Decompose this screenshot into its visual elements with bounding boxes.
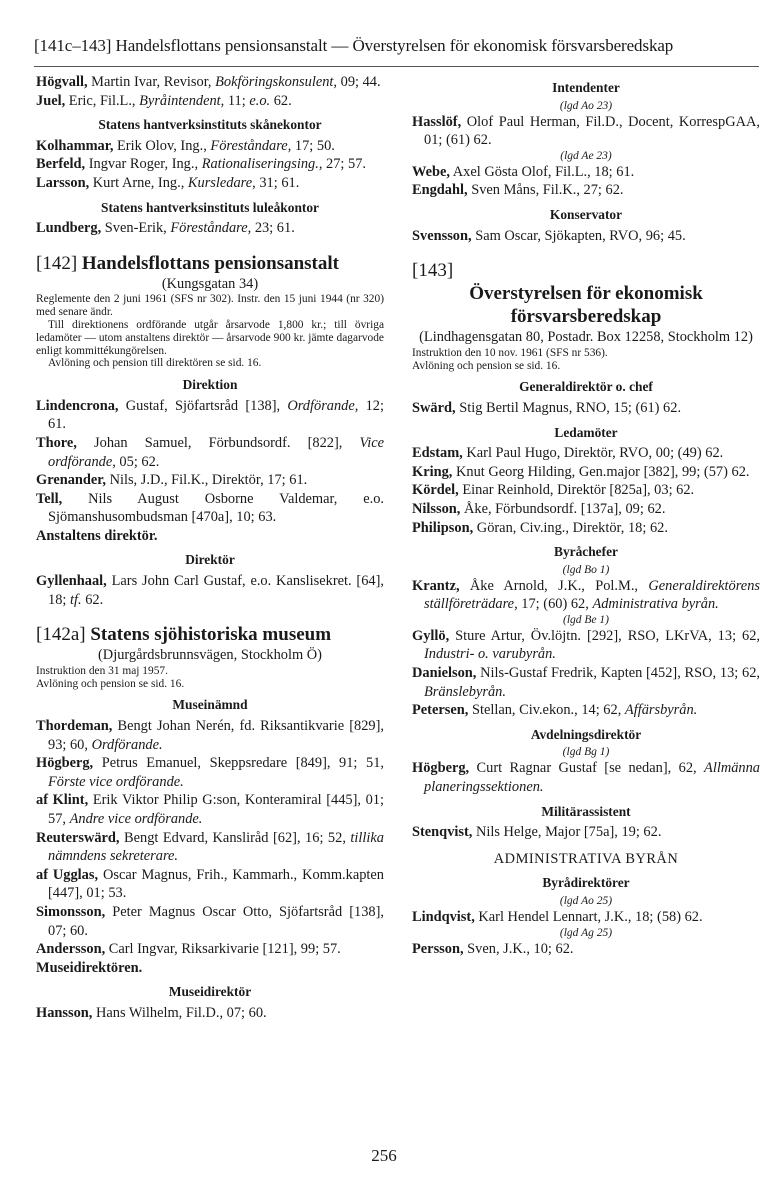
note: Till direktionens ordförande utgår årsarvode 1,800 kr.; till övriga ledamöter — utom anstaltens direktör — årsarvode 900 kr. jämte dagarvode enligt kommittékungörelsen. — [36, 318, 384, 357]
person-entry — [412, 823, 760, 842]
person-entry — [36, 219, 384, 238]
person-entry — [412, 519, 760, 538]
section-heading: Direktion — [182, 377, 238, 393]
person-entry — [412, 940, 760, 959]
page-number: 256 — [371, 1146, 397, 1165]
entry-title-italic: Industri- o. varubyrån. — [424, 646, 556, 663]
entry-text: Nils Helge, Major [75a], 19; 62. — [472, 824, 662, 841]
entry-title-italic: Föreståndare, — [210, 137, 292, 154]
person-entry — [412, 113, 760, 150]
entry-text: Einar Reinhold, Direktör [825a], 03; 62. — [458, 482, 695, 499]
entry-title-italic: Ordförande. — [91, 736, 163, 753]
entry-text: Ingvar Roger, Ing., — [85, 156, 202, 173]
person-name: Högvall, — [36, 74, 88, 90]
person-entry — [412, 577, 760, 614]
person-entry — [412, 500, 760, 519]
person-entry — [36, 866, 384, 903]
person-name: Kolhammar, — [36, 137, 114, 154]
entry-text: Hans Wilhelm, Fil.D., 07; 60. — [92, 1004, 267, 1021]
note: Avlöning och pension se sid. 16. — [36, 677, 185, 690]
entry-text: Sven-Erik, — [101, 220, 171, 237]
person-entry — [36, 73, 384, 92]
entry-text: Knut Georg Hilding, Gen.major [382], 99; (57) 62. — [452, 463, 750, 480]
person-entry — [36, 174, 384, 193]
person-entry — [36, 527, 384, 546]
entry-text: Lars John Carl Gustaf, e.o. Kanslisekret. [64], 18; — [48, 573, 384, 608]
institution-title — [36, 623, 384, 646]
entry-text: 62. — [81, 591, 104, 608]
entry-title-italic: tf. — [70, 591, 82, 608]
note: Avlöning och pension till direktören se sid. 16. — [48, 357, 262, 370]
section-heading: Militärassistent — [541, 803, 631, 819]
entry-title-italic: Byråintendent, — [139, 92, 225, 109]
person-name: Stenqvist, — [412, 824, 473, 841]
person-entry — [36, 434, 384, 471]
person-name: Lindqvist, — [412, 909, 475, 925]
person-entry — [412, 701, 760, 720]
entry-text: 11; — [224, 92, 250, 109]
person-entry — [36, 903, 384, 940]
person-name: Webe, — [412, 163, 450, 180]
entry-text: Bengt Edvard, Kansliråd [62], 16; 52, — [119, 829, 351, 846]
entry-text: Eric, Fil.L., — [65, 92, 140, 109]
entry-title-italic: e.o. — [249, 92, 271, 109]
person-entry — [36, 490, 384, 527]
entry-text: Bengt Johan Nerén, fd. Riksantikvarie [829], 93; 60, — [48, 718, 384, 753]
section-heading: Statens hantverksinstituts skånekontor — [98, 117, 322, 133]
person-name: Reuterswärd, — [36, 829, 120, 846]
entry-text: Axel Gösta Olof, Fil.L., 18; 61. — [449, 163, 635, 180]
entry-text: Nils-Gustaf Fredrik, Kapten [452], RSO, 13; 62, — [476, 665, 760, 682]
person-name: af Klint, — [36, 792, 89, 809]
entry-title-italic: Bränslebyrån. — [424, 683, 506, 700]
entry-text: 27; 57. — [322, 156, 366, 173]
entry-title-italic: tillika nämndens sekreterare. — [48, 829, 384, 865]
entry-text: Sam Oscar, Sjökapten, RVO, 96; 45. — [471, 227, 686, 244]
person-name: Petersen, — [412, 702, 469, 719]
person-entry — [36, 940, 384, 959]
institution-number: [142a] — [36, 624, 91, 646]
person-name: Philipson, — [412, 519, 474, 536]
address: (Djurgårdsbrunnsvägen, Stockholm Ö) — [98, 647, 322, 664]
person-name: Grenander, — [36, 472, 106, 489]
person-name: Lundberg, — [36, 220, 102, 237]
person-name: Högberg, — [36, 755, 94, 772]
section-heading: Konservator — [549, 206, 623, 222]
institution-number: [142] — [36, 252, 82, 274]
right-column — [412, 73, 760, 958]
person-entry — [412, 481, 760, 500]
entry-text: 12; 61. — [48, 397, 384, 433]
person-name: Thordeman, — [36, 718, 113, 735]
section-heading: Ledamöter — [554, 424, 618, 440]
entry-text: Karl Hendel Lennart, J.K., 18; (58) 62. — [474, 909, 703, 925]
person-name: Hasslöf, — [412, 113, 462, 130]
person-entry — [412, 444, 760, 463]
person-name: Danielson, — [412, 665, 477, 682]
section-heading: ADMINISTRATIVA BYRÅN — [493, 850, 679, 867]
institution-title — [36, 252, 384, 275]
person-entry — [36, 754, 384, 791]
entry-text: Erik Viktor Philip G:son, Konteramiral [445], 01; 57, — [48, 792, 385, 827]
person-name: Engdahl, — [412, 182, 468, 199]
entry-text: 17; 50. — [291, 137, 335, 154]
header-rule — [34, 66, 759, 67]
person-name: Thore, — [36, 434, 77, 451]
note: Reglemente den 2 juni 1961 (SFS nr 302). Instr. den 15 juni 1944 (nr 320) med senare ändr. — [36, 293, 384, 319]
person-entry — [36, 471, 384, 490]
salary-grade: (lgd Bg 1) — [562, 746, 610, 759]
entry-text: Erik Olov, Ing., — [113, 137, 211, 154]
section-heading: Avdelningsdirektör — [530, 726, 642, 742]
salary-grade: (lgd Bo 1) — [562, 563, 610, 576]
section-heading: Intendenter — [552, 80, 620, 95]
entry-title-italic: Ordförande, — [287, 397, 359, 414]
person-entry — [412, 163, 760, 182]
institution-name: Statens sjöhistoriska museum — [90, 624, 332, 646]
person-name: Gyllenhaal, — [36, 573, 107, 590]
entry-text: Stig Bertil Magnus, RNO, 15; (61) 62. — [455, 399, 682, 416]
entry-text: 09; 44. — [337, 74, 381, 90]
person-entry — [36, 791, 384, 828]
entry-text: Nils, J.D., Fil.K., Direktör, 17; 61. — [105, 472, 308, 489]
salary-grade: (lgd Be 1) — [563, 613, 609, 626]
section-heading: Museinämnd — [172, 697, 248, 713]
person-name: Hansson, — [36, 1004, 93, 1021]
salary-grade: (lgd Ao 23) — [559, 99, 613, 112]
entry-title-italic: Generaldirektörens ställföreträdare, — [424, 577, 760, 613]
institution-number: [143] — [412, 260, 454, 282]
entry-text: Stellan, Civ.ekon., 14; 62, — [468, 702, 625, 719]
section-heading: Byråchefer — [554, 544, 618, 560]
section-heading: Byrådirektörer — [542, 875, 630, 891]
entry-text: Sven Måns, Fil.K., 27; 62. — [467, 182, 624, 199]
note: Instruktion den 10 nov. 1961 (SFS nr 536). — [412, 346, 608, 359]
person-entry — [36, 155, 384, 174]
person-name: Nilsson, — [412, 500, 461, 517]
entry-title-italic: Föreståndare, — [170, 220, 252, 237]
entry-title-italic: Administrativa byrån. — [592, 596, 719, 613]
person-entry — [412, 463, 760, 482]
person-entry — [412, 627, 760, 664]
entry-text: Oscar Magnus, Frih., Kammarh., Komm.kapten [447], 01; 53. — [48, 866, 384, 902]
person-name: Anstaltens direktör. — [36, 527, 158, 544]
person-entry — [412, 908, 760, 927]
entry-title-italic: Vice ordförande, — [48, 434, 384, 470]
person-name: Tell, — [36, 490, 63, 507]
person-name: Krantz, — [412, 577, 460, 594]
institution-name: Handelsflottans pensionsanstalt — [81, 252, 339, 274]
entry-text: Olof Paul Herman, Fil.D., Docent, KorrespGAA, 01; (61) 62. — [424, 113, 760, 149]
person-entry — [36, 959, 384, 978]
entry-title-italic: Förste vice ordförande. — [48, 773, 184, 790]
section-heading: Statens hantverksinstituts luleåkontor — [101, 199, 319, 215]
entry-title-italic: Rationaliseringsing., — [201, 156, 323, 173]
entry-text: Johan Samuel, Förbundsordf. [822], — [76, 434, 360, 451]
person-name: Andersson, — [36, 941, 106, 958]
person-name: Larsson, — [36, 174, 90, 191]
section-heading: Direktör — [185, 552, 235, 568]
entry-text: Carl Ingvar, Riksarkivarie [121], 99; 57. — [105, 941, 341, 958]
entry-text: Nils August Osborne Valdemar, e.o. Sjömanshusombudsman [470a], 10; 63. — [48, 490, 384, 526]
entry-title-italic: Allmänna planeringssektionen. — [424, 760, 760, 796]
salary-grade: (lgd Ao 25) — [559, 895, 613, 907]
person-name: Simonsson, — [36, 903, 106, 920]
institution-name: Överstyrelsen för ekonomisk försvarsberedskap — [469, 283, 703, 328]
entry-text: Göran, Civ.ing., Direktör, 18; 62. — [473, 519, 668, 536]
entry-title-italic: Bokföringskonsulent, — [215, 74, 338, 90]
entry-text: Kurt Arne, Ing., — [89, 174, 188, 191]
person-name: Berfeld, — [36, 156, 86, 173]
person-name: Swärd, — [412, 399, 456, 416]
entry-text: Karl Paul Hugo, Direktör, RVO, 00; (49) 62. — [462, 445, 724, 462]
person-name: Högberg, — [412, 760, 470, 777]
person-name: Kring, — [412, 463, 453, 480]
note: Instruktion den 31 maj 1957. — [36, 664, 168, 677]
person-entry — [412, 181, 760, 200]
person-entry — [36, 397, 384, 434]
entry-text: Curt Ragnar Gustaf [se nedan], 62, — [469, 760, 705, 777]
entry-text: Peter Magnus Oscar Otto, Sjöfartsråd [138], 07; 60. — [48, 903, 384, 939]
section-heading: Museidirektör — [168, 984, 252, 1000]
person-name: Museidirektören. — [36, 959, 143, 976]
entry-text: Gustaf, Sjöfartsråd [138], — [118, 397, 288, 414]
note: Avlöning och pension se sid. 16. — [412, 359, 561, 372]
person-entry — [36, 92, 384, 111]
person-entry — [36, 572, 384, 609]
person-entry — [412, 227, 760, 246]
entry-text: Sture Artur, Öv.löjtn. [292], RSO, LKrVA, 13; 62, — [449, 627, 760, 644]
person-entry — [36, 717, 384, 754]
entry-text: 62. — [270, 92, 292, 109]
entry-text: 17; (60) 62, — [517, 596, 593, 613]
person-entry — [412, 759, 760, 796]
left-column — [36, 73, 384, 1023]
person-name: Lindencrona, — [36, 397, 119, 414]
entry-text: Martin Ivar, Revisor, — [87, 74, 216, 90]
address: (Lindhagensgatan 80, Postadr. Box 12258, Stockholm 12) — [419, 329, 753, 346]
running-header: [141c–143] Handelsflottans pensionsanstalt — Överstyrelsen för ekonomisk försvarsberedskap — [34, 36, 674, 55]
entry-title-italic: Andre vice ordförande. — [69, 811, 203, 827]
person-name: Edstam, — [412, 445, 463, 462]
person-entry — [412, 399, 760, 418]
entry-title-italic: Affärsbyrån. — [624, 702, 698, 719]
entry-title-italic: Kursledare, — [187, 174, 256, 191]
person-name: af Ugglas, — [36, 866, 99, 883]
person-name: Kördel, — [412, 482, 459, 499]
person-name: Persson, — [412, 940, 464, 957]
person-entry — [412, 664, 760, 701]
entry-text: Petrus Emanuel, Skeppsredare [849], 91; 51, — [93, 755, 384, 772]
entry-text: 31; 61. — [255, 174, 300, 191]
person-entry — [36, 137, 384, 156]
person-name: Gyllö, — [412, 627, 450, 644]
person-name: Juel, — [36, 92, 66, 109]
entry-text: Sven, J.K., 10; 62. — [463, 940, 574, 957]
section-heading: Generaldirektör o. chef — [519, 379, 653, 395]
address: (Kungsgatan 34) — [161, 275, 259, 292]
person-entry — [36, 1004, 384, 1023]
person-entry — [36, 829, 384, 866]
entry-text: Åke, Förbundsordf. [137a], 09; 62. — [460, 500, 666, 517]
person-name: Svensson, — [412, 227, 472, 244]
salary-grade: (lgd Ag 25) — [559, 926, 613, 939]
entry-text: 23; 61. — [251, 220, 295, 237]
entry-text: Åke Arnold, J.K., Pol.M., — [459, 577, 649, 594]
entry-text: 05; 62. — [115, 453, 160, 470]
salary-grade: (lgd Ae 23) — [560, 149, 612, 162]
